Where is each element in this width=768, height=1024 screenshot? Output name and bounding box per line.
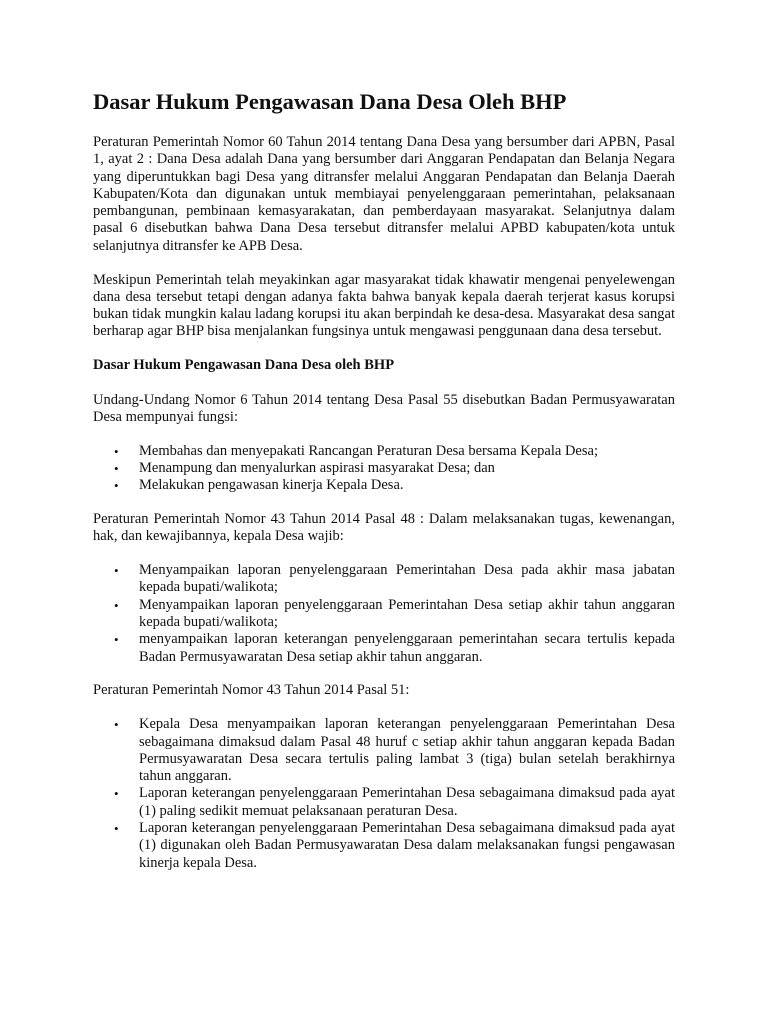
paragraph-uu6: Undang-Undang Nomor 6 Tahun 2014 tentang Desa Pasal 55 disebutkan Badan Permusyawaratan Desa mempunyai fungsi:	[93, 391, 675, 425]
document-title: Dasar Hukum Pengawasan Dana Desa Oleh BHP	[93, 89, 567, 114]
list-kewajiban-kepala-desa	[93, 562, 675, 666]
list-pasal51	[93, 716, 675, 872]
list-item: • Melakukan pengawasan kinerja Kepala Desa.	[114, 477, 404, 494]
bullet-icon: •	[114, 632, 119, 648]
paragraph-meskipun: Meskipun Pemerintah telah meyakinkan agar masyarakat tidak khawatir mengenai penyelewengan dana desa tersebut tetapi dengan adanya fakta bahwa banyak kepala daerah terjerat kasus korupsi bukan tidak mungkin kalau ladang korupsi itu akan berpindah ke desa-desa. Masyarakat desa sangat berharap agar BHP bisa menjalankan fungsinya untuk mengawasi penggunaan dana desa tersebut.	[93, 271, 675, 340]
list-fungsi-bpd	[93, 443, 675, 495]
bullet-icon: •	[114, 717, 119, 733]
list-item: • menyampaikan laporan keterangan penyelenggaraan pemerintahan secara tertulis kepada Badan Permusyawaratan Desa setiap akhir tahun anggaran.	[114, 631, 675, 665]
section-subheading: Dasar Hukum Pengawasan Dana Desa oleh BHP	[93, 357, 395, 374]
document-page	[93, 88, 675, 888]
paragraph-pp43-pasal51: Peraturan Pemerintah Nomor 43 Tahun 2014 Pasal 51:	[93, 682, 410, 699]
list-item: • Laporan keterangan penyelenggaraan Pemerintahan Desa sebagaimana dimaksud pada ayat (1) digunakan oleh Badan Permusyawaratan Desa dalam melaksanakan fungsi pengawasan kinerja kepala Desa.	[114, 820, 675, 871]
bullet-icon: •	[114, 563, 119, 579]
list-item: • Kepala Desa menyampaikan laporan keterangan penyelenggaraan Pemerintahan Desa sebagaimana dimaksud dalam Pasal 48 huruf c setiap akhir tahun anggaran kepada Badan Permusyawaratan Desa secara tertulis paling lambat 3 (tiga) bulan setelah berakhirnya tahun anggaran.	[114, 716, 675, 785]
bullet-icon: •	[114, 597, 119, 613]
bullet-icon: •	[114, 478, 119, 494]
list-item: • Laporan keterangan penyelenggaraan Pemerintahan Desa sebagaimana dimaksud pada ayat (1) paling sedikit memuat pelaksanaan peraturan Desa.	[114, 785, 675, 819]
paragraph-pp60: Peraturan Pemerintah Nomor 60 Tahun 2014 tentang Dana Desa yang bersumber dari APBN, Pasal 1, ayat 2 : Dana Desa adalah Dana yang bersumber dari Anggaran Pendapatan dan Belanja Negara yang diperuntukkan bagi Desa yang ditransfer melalui Anggaran Pendapatan dan Belanja Daerah Kabupaten/Kota dan digunakan untuk membiayai penyelenggaraan pemerintahan, pelaksanaan pembangunan, pembinaan kemasyarakatan, dan pemberdayaan masyarakat. Selanjutnya dalam pasal 6 disebutkan bahwa Dana Desa tersebut ditransfer melalui APBD kabupaten/kota untuk selanjutnya ditransfer ke APB Desa.	[93, 134, 675, 254]
bullet-icon: •	[114, 821, 119, 836]
list-item: • Menyampaikan laporan penyelenggaraan Pemerintahan Desa setiap akhir tahun anggaran kepada bupati/walikota;	[114, 596, 675, 631]
list-item: • Menampung dan menyalurkan aspirasi masyarakat Desa; dan	[114, 459, 495, 476]
list-item: • Membahas dan menyepakati Rancangan Peraturan Desa bersama Kepala Desa;	[114, 442, 598, 459]
paragraph-pp43-pasal48: Peraturan Pemerintah Nomor 43 Tahun 2014 Pasal 48 : Dalam melaksanakan tugas, kewenangan, hak, dan kewajibannya, kepala Desa wajib:	[93, 511, 675, 545]
list-item: • Menyampaikan laporan penyelenggaraan Pemerintahan Desa pada akhir masa jabatan kepada bupati/walikota;	[114, 562, 675, 596]
bullet-icon: •	[114, 786, 119, 802]
bullet-icon: •	[114, 460, 119, 476]
bullet-icon: •	[114, 443, 119, 459]
